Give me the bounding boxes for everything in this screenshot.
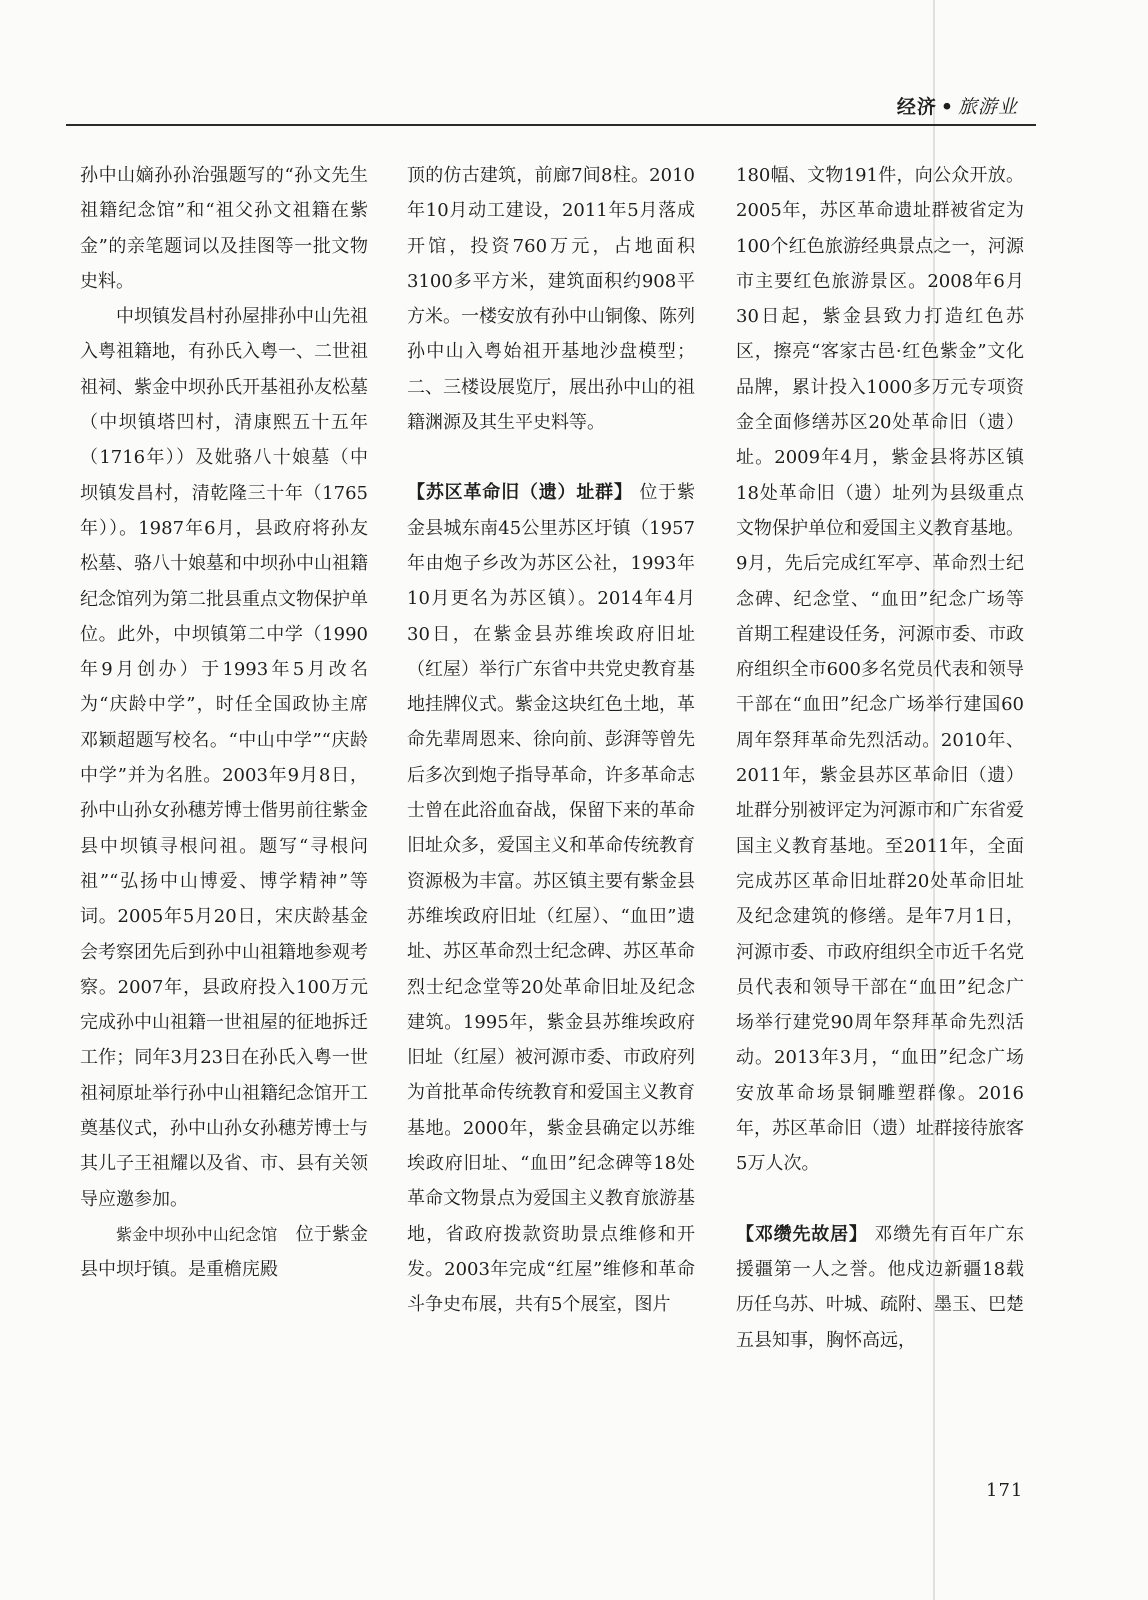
paragraph <box>736 1217 1024 1358</box>
text-column-1 <box>80 158 368 1288</box>
header-section: 经济 <box>896 96 937 118</box>
paragraph: 孙中山嫡孙孙治强题写的“孙文先生祖籍纪念馆”和“祖父孙文祖籍在紫金”的亲笔题词以及挂图等一批文物史料。 <box>80 165 368 292</box>
entry-body: 邓缵先有百年广东援疆第一人之誉。他戍边新疆18载历任乌苏、叶城、疏附、墨玉、巴楚五县知事，胸怀高远， <box>736 1223 1025 1351</box>
entry-heading: 【苏区革命旧（遗）址群】 <box>407 482 633 504</box>
header-subsection: 旅游业 <box>957 96 1018 118</box>
entry-body: 位于紫金县城东南45公里苏区圩镇（1957年由炮子乡改为苏区公社，1993年10月更名为苏区镇）。2014年4月30日，在紫金县苏维埃政府旧址（红屋）举行广东省中共党史教育基地挂牌仪式。紫金这块红色土地，革命先辈周恩来、徐向前、彭湃等曾先后多次到炮子指导革命，许多革命志士曾在此浴血奋战，保留下来的革命旧址众多，爱国主义和革命传统教育资源极为丰富。苏区镇主要有紫金县苏维埃政府旧址（红屋）、“血田”遗址、苏区革命烈士纪念碑、苏区革命烈士纪念堂等20处革命旧址及纪念建筑。1995年，紫金县苏维埃政府旧址（红屋）被河源市委、市政府列为首批革命传统教育和爱国主义教育基地。2000年，紫金县确定以苏维埃政府旧址、“血田”纪念碑等18处革命文物景点为爱国主义教育旅游基地，省政府拨款资助景点维修和开发。2003年完成“红屋”维修和革命斗争史布展，共有5个展室，图片 <box>407 482 695 1316</box>
entry-heading: 【邓缵先故居】 <box>736 1223 868 1245</box>
paragraph <box>407 475 695 1322</box>
header-dot: • <box>940 96 954 118</box>
entry-heading: 紫金中坝孙中山纪念馆 <box>116 1224 278 1244</box>
paragraph <box>80 1217 368 1288</box>
page-number: 171 <box>986 1480 1024 1501</box>
paragraph: 顶的仿古建筑，前廊7间8柱。2010年10月动工建设，2011年5月落成开馆，投资760万元，占地面积3100多平方米，建筑面积约908平方米。一楼安放有孙中山铜像、陈列孙中山入粤始祖开基地沙盘模型；二、三楼设展览厅，展出孙中山的祖籍渊源及其生平史料等。 <box>407 165 695 434</box>
text-column-3 <box>736 158 1024 1358</box>
paragraph: 180幅、文物191件，向公众开放。2005年，苏区革命遗址群被省定为100个红色旅游经典景点之一，河源市主要红色旅游景区。2008年6月30日起，紫金县致力打造红色苏区，擦亮“客家古邑·红色紫金”文化品牌，累计投入1000多万元专项资金全面修缮苏区20处革命旧（遗）址。2009年4月，紫金县将苏区镇18处革命旧（遗）址列为县级重点文物保护单位和爱国主义教育基地。9月，先后完成红军亭、革命烈士纪念碑、纪念堂、“血田”纪念广场等首期工程建设任务，河源市委、市政府组织全市600多名党员代表和领导干部在“血田”纪念广场举行建国60周年祭拜革命先烈活动。2010年、2011年，紫金县苏区革命旧（遗）址群分别被评定为河源市和广东省爱国主义教育基地。至2011年，全面完成苏区革命旧址群20处革命旧址及纪念建筑的修缮。是年7月1日，河源市委、市政府组织全市近千名党员代表和领导干部在“血田”纪念广场举行建党90周年祭拜革命先烈活动。2013年3月，“血田”纪念广场安放革命场景铜雕塑群像。2016年，苏区革命旧（遗）址群接待旅客5万人次。 <box>736 165 1024 1175</box>
entry-body: 位于紫金县中坝圩镇。是重檐庑殿 <box>80 1223 369 1281</box>
text-column-2 <box>407 158 695 1323</box>
paragraph: 中坝镇发昌村孙屋排孙中山先祖入粤祖籍地，有孙氏入粤一、二世祖祖祠、紫金中坝孙氏开基祖孙友松墓（中坝镇塔凹村，清康熙五十五年（1716年））及妣骆八十娘墓（中坝镇发昌村，清乾隆三十年（1765年））。1987年6月，县政府将孙友松墓、骆八十娘墓和中坝孙中山祖籍纪念馆列为第二批县重点文物保护单位。此外，中坝镇第二中学（1990年9月创办）于1993年5月改名为“庆龄中学”，时任全国政协主席邓颖超题写校名。“中山中学”“庆龄中学”并为名胜。2003年9月8日，孙中山孙女孙穗芳博士偕男前往紫金县中坝镇寻根问祖。题写“寻根问祖”“弘扬中山博爱、博学精神”等词。2005年5月20日，宋庆龄基金会考察团先后到孙中山祖籍地参观考察。2007年，县政府投入100万元完成孙中山祖籍一世祖屋的征地拆迁工作；同年3月23日在孙氏入粤一世祖祠原址举行孙中山祖籍纪念馆开工奠基仪式，孙中山孙女孙穗芳博士与其儿子王祖耀以及省、市、县有关领导应邀参加。 <box>80 306 368 1210</box>
running-header <box>897 92 1018 119</box>
header-rule <box>66 124 1036 126</box>
